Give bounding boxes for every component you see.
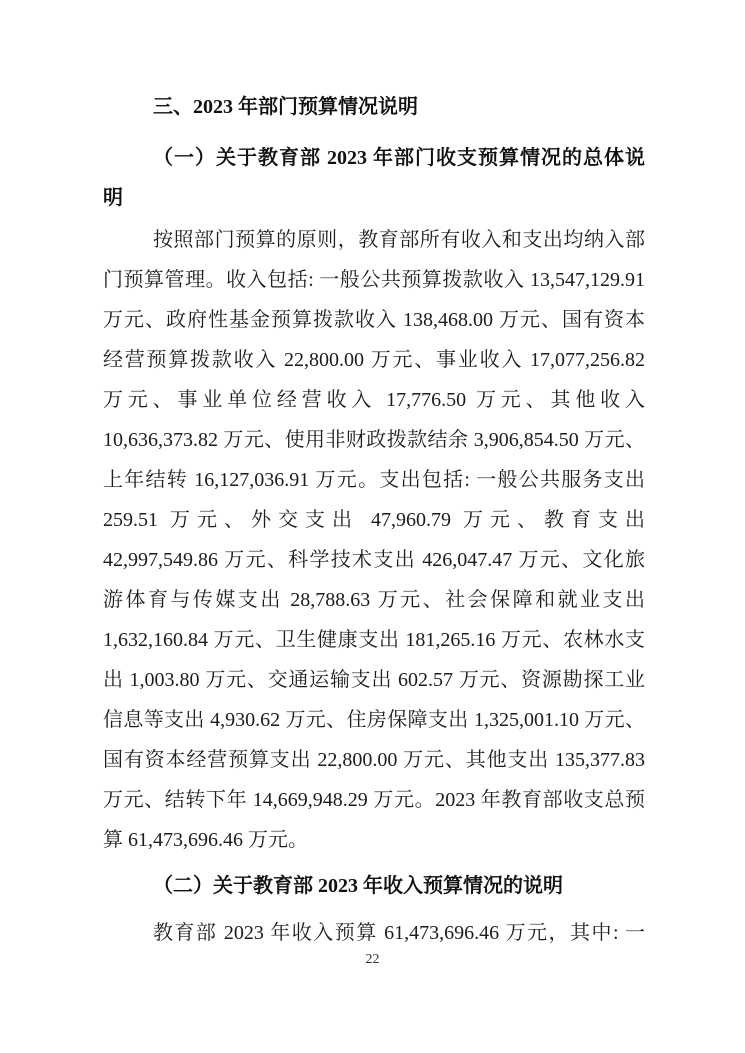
subsection1-heading-line1: （一）关于教育部 2023 年部门收支预算情况的总体说 [153,147,645,169]
paragraph1-line: 10,636,373.82 万元、使用非财政拨款结余 3,906,854.50 万元、 [103,429,645,451]
section-heading: 三、2023 年部门预算情况说明 [153,96,418,118]
paragraph1-line: 信息等支出 4,930.62 万元、住房保障支出 1,325,001.10 万元、 [103,709,645,731]
paragraph1-line: 万元、结转下年 14,669,948.29 万元。2023 年教育部收支总预 [103,789,645,811]
paragraph1-line: 万元、政府性基金预算拨款收入 138,468.00 万元、国有资本 [103,309,645,331]
paragraph1-line: 上年结转 16,127,036.91 万元。支出包括: 一般公共服务支出 [103,469,645,491]
paragraph1-line: 游体育与传媒支出 28,788.63 万元、社会保障和就业支出 [103,589,645,611]
paragraph1-line: 1,632,160.84 万元、卫生健康支出 181,265.16 万元、农林水支 [103,629,645,651]
paragraph2-line: 教育部 2023 年收入预算 61,473,696.46 万元，其中: 一 [153,922,645,944]
paragraph1-line: 出 1,003.80 万元、交通运输支出 602.57 万元、资源勘探工业 [103,669,645,691]
paragraph1-line: 算 61,473,696.46 万元。 [103,829,308,851]
subsection1-heading-line2: 明 [103,187,123,209]
paragraph1-line: 万元、事业单位经营收入 17,776.50 万元、其他收入 [103,389,645,411]
paragraph1-line: 门预算管理。收入包括: 一般公共预算拨款收入 13,547,129.91 [103,269,645,291]
page-number: 22 [365,952,380,967]
paragraph1-line: 经营预算拨款收入 22,800.00 万元、事业收入 17,077,256.82 [103,349,645,371]
paragraph1-line: 259.51 万元、外交支出 47,960.79 万元、教育支出 [103,509,645,531]
paragraph1-line: 按照部门预算的原则，教育部所有收入和支出均纳入部 [153,229,645,251]
paragraph1-line: 国有资本经营预算支出 22,800.00 万元、其他支出 135,377.83 [103,749,645,771]
paragraph1-line: 42,997,549.86 万元、科学技术支出 426,047.47 万元、文化旅 [103,549,645,571]
subsection2-heading: （二）关于教育部 2023 年收入预算情况的说明 [153,875,563,897]
